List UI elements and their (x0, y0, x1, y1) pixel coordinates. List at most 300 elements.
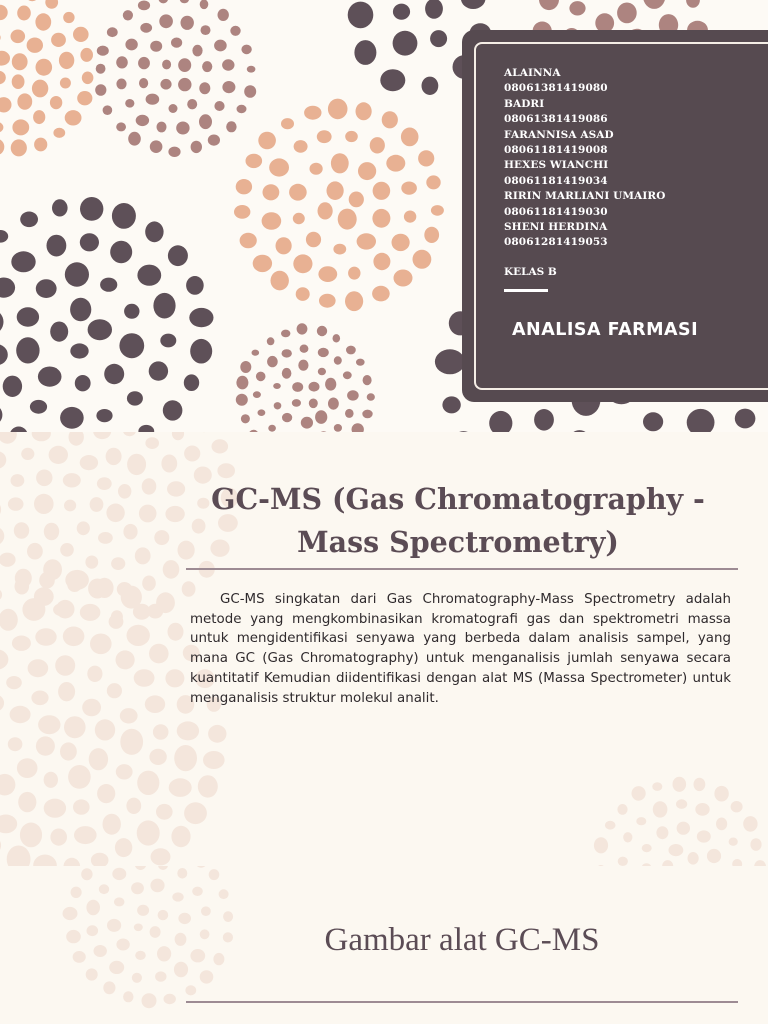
decorative-dot (282, 349, 292, 357)
decorative-dot (12, 53, 28, 70)
decorative-dot (95, 84, 106, 96)
decorative-dot (214, 101, 224, 111)
decorative-dot (263, 184, 280, 200)
member-name: BADRI (504, 97, 545, 110)
decorative-dot (36, 279, 57, 298)
decorative-dot (201, 25, 211, 35)
decorative-dot (345, 291, 363, 311)
decorative-dot (267, 337, 275, 345)
decorative-dot (80, 233, 99, 251)
decorative-dot (253, 391, 261, 398)
decorative-dot (0, 51, 10, 66)
decorative-dot (11, 251, 35, 272)
decorative-dot (735, 409, 756, 429)
decorative-dot (688, 852, 699, 865)
member-name: RIRIN MARLIANI UMAIRO (504, 190, 666, 203)
decorative-dot (34, 494, 54, 514)
decorative-dot (534, 409, 554, 431)
decorative-dot (192, 45, 202, 57)
decorative-dot (14, 522, 29, 539)
decorative-dot (147, 604, 163, 619)
decorative-dot (149, 361, 168, 380)
decorative-dot (73, 27, 89, 42)
decorative-dot (107, 683, 122, 698)
decorative-dot (184, 802, 207, 824)
decorative-dot (90, 634, 112, 655)
content-page (0, 432, 768, 866)
decorative-dot (732, 859, 742, 866)
decorative-dot (262, 212, 282, 230)
decorative-dot (318, 202, 333, 219)
decorative-dot (121, 586, 142, 609)
decorative-dot (636, 817, 646, 825)
decorative-dot (181, 16, 194, 30)
decorative-dot (319, 294, 336, 308)
decorative-dot (346, 346, 356, 355)
decorative-dot (623, 832, 632, 842)
decorative-dot (669, 844, 684, 856)
decorative-dot (110, 241, 132, 263)
decorative-dot (174, 745, 197, 771)
decorative-dot (268, 425, 276, 432)
decorative-dot (643, 412, 663, 431)
decorative-dot (127, 454, 146, 475)
decorative-dot (96, 64, 106, 74)
decorative-dot (163, 560, 180, 579)
decorative-dot (0, 836, 1, 855)
decorative-dot (35, 13, 51, 30)
decorative-dot (0, 609, 18, 631)
decorative-dot (118, 484, 131, 499)
member-name: HEXES WIANCHI (504, 159, 609, 172)
decorative-dot (345, 409, 354, 418)
decorative-dot (82, 72, 94, 85)
decorative-dot (156, 804, 173, 820)
decorative-dot (100, 278, 117, 292)
decorative-dot (21, 448, 34, 460)
decorative-dot (106, 504, 124, 523)
decorative-dot (656, 826, 668, 839)
decorative-dot (99, 884, 109, 894)
decorative-dot (150, 926, 161, 938)
decorative-dot (86, 968, 98, 980)
decorative-dot (357, 233, 376, 249)
decorative-dot (177, 868, 187, 879)
decorative-dot (96, 409, 112, 422)
decorative-dot (36, 736, 55, 755)
decorative-dot (53, 128, 65, 138)
decorative-dot (292, 399, 301, 407)
decorative-dot (642, 844, 652, 852)
decorative-dot (20, 823, 42, 848)
decorative-dot (64, 500, 76, 512)
decorative-dot (27, 543, 43, 560)
member-nim: 08061181419034 (504, 174, 608, 187)
decorative-dot (18, 792, 36, 812)
decorative-dot (218, 9, 229, 21)
decorative-dot (137, 771, 159, 795)
decorative-dot (212, 439, 229, 453)
decorative-dot (69, 432, 84, 446)
decorative-dot (200, 0, 209, 9)
decorative-dot (246, 154, 263, 168)
decorative-dot (114, 897, 125, 906)
decorative-dot (177, 721, 199, 740)
decorative-dot (348, 267, 360, 280)
decorative-dot (116, 764, 133, 779)
decorative-dot (348, 2, 374, 29)
decorative-dot (271, 271, 289, 291)
decorative-dot (116, 650, 135, 669)
decorative-dot (422, 77, 439, 95)
decorative-dot (372, 286, 390, 302)
decorative-dot (107, 27, 118, 37)
decorative-dot (51, 33, 66, 47)
image-section-divider (186, 1001, 738, 1003)
decorative-dot (203, 751, 225, 769)
decorative-dot (149, 644, 169, 664)
decorative-dot (139, 505, 157, 523)
decorative-dot (139, 78, 148, 88)
decorative-dot (269, 158, 289, 176)
decorative-dot (36, 470, 52, 487)
decorative-dot (653, 801, 668, 817)
decorative-dot (0, 97, 12, 112)
decorative-dot (94, 945, 107, 957)
decorative-dot (12, 119, 29, 135)
decorative-dot (149, 749, 166, 765)
decorative-dot (135, 547, 151, 564)
decorative-dot (168, 623, 184, 641)
decorative-dot (123, 524, 137, 540)
decorative-dot (356, 102, 372, 120)
decorative-dot (124, 304, 139, 319)
member-nim: 08061381419086 (504, 113, 608, 126)
decorative-dot (392, 234, 410, 251)
decorative-dot (618, 857, 628, 866)
decorative-dot (325, 378, 336, 391)
decorative-dot (63, 12, 74, 23)
decorative-dot (236, 376, 248, 390)
decorative-dot (281, 118, 294, 129)
decorative-dot (294, 140, 308, 153)
decorative-dot (172, 892, 183, 901)
decorative-dot (164, 994, 176, 1004)
decorative-dot (111, 557, 125, 570)
decorative-dot (162, 60, 171, 70)
decorative-dot (127, 391, 143, 405)
decorative-dot (430, 30, 447, 47)
decorative-dot (35, 628, 56, 646)
decorative-dot (82, 699, 101, 717)
decorative-dot (33, 855, 57, 867)
decorative-dot (217, 463, 235, 478)
decorative-dot (73, 799, 90, 814)
decorative-dot (240, 361, 251, 373)
decorative-dot (373, 253, 390, 270)
decorative-dot (155, 971, 166, 981)
decorative-dot (150, 879, 164, 893)
decorative-dot (282, 413, 292, 422)
decorative-dot (315, 410, 327, 424)
decorative-dot (125, 99, 134, 108)
decorative-dot (192, 887, 203, 896)
decorative-dot (12, 74, 25, 89)
decorative-dot (258, 132, 276, 150)
decorative-dot (98, 532, 113, 544)
decorative-dot (174, 962, 188, 977)
decorative-dot (12, 636, 31, 651)
page-title: GC-MS (Gas Chromatography - Mass Spectrometry) (211, 482, 705, 559)
decorative-dot (697, 830, 711, 842)
decorative-dot (292, 382, 303, 392)
decorative-dot (17, 307, 39, 326)
decorative-dot (198, 775, 218, 797)
decorative-dot (68, 765, 91, 789)
decorative-dot (153, 724, 169, 739)
decorative-dot (60, 543, 74, 557)
decorative-dot (0, 310, 4, 334)
decorative-dot (8, 737, 23, 751)
decorative-dot (112, 868, 126, 880)
decorative-dot (11, 139, 27, 156)
decorative-dot (413, 250, 432, 269)
decorative-dot (0, 553, 16, 567)
decorative-dot (59, 52, 74, 69)
decorative-dot (301, 417, 313, 429)
decorative-dot (362, 410, 372, 419)
cover-page (0, 0, 768, 432)
decorative-dot (200, 970, 214, 983)
decorative-dot (0, 500, 1, 519)
decorative-dot (87, 925, 99, 936)
decorative-dot (185, 985, 196, 995)
decorative-dot (66, 930, 81, 943)
decorative-dot (184, 446, 200, 462)
decorative-dot (136, 115, 149, 126)
decorative-dot (3, 376, 22, 397)
decorative-dot (401, 127, 419, 146)
decorative-dot (163, 400, 183, 420)
decorative-dot (178, 78, 191, 91)
decorative-dot (47, 235, 67, 257)
decorative-dot (643, 0, 665, 9)
decorative-dot (17, 758, 38, 778)
decorative-dot (81, 868, 92, 880)
decorative-dot (569, 1, 585, 15)
decorative-dot (128, 132, 141, 146)
decorative-dot (95, 578, 113, 598)
decorative-dot (123, 432, 136, 436)
decorative-dot (60, 742, 77, 760)
decorative-dot (17, 93, 32, 109)
decorative-dot (150, 140, 163, 153)
decorative-dot (20, 212, 38, 228)
decorative-dot (104, 364, 124, 384)
decorative-dot (45, 0, 58, 9)
decorative-dot (74, 826, 97, 844)
member-name: SHENI HERDINA (504, 221, 608, 234)
decorative-dot (171, 826, 190, 847)
decorative-dot (356, 359, 365, 366)
decorative-dot (282, 368, 292, 379)
decorative-dot (677, 822, 690, 835)
decorative-dot (58, 682, 75, 701)
decorative-dot (328, 398, 339, 410)
decorative-dot (380, 69, 405, 91)
decorative-dot (64, 716, 86, 738)
decorative-dot (258, 409, 266, 416)
decorative-dot (0, 139, 4, 155)
decorative-dot (80, 455, 98, 470)
decorative-dot (293, 213, 305, 224)
decorative-dot (142, 576, 156, 591)
decorative-dot (145, 221, 163, 242)
decorative-dot (16, 337, 39, 363)
decorative-dot (131, 882, 144, 894)
decorative-dot (115, 838, 132, 857)
decorative-dot (27, 38, 43, 53)
decorative-dot (138, 1, 150, 11)
decorative-dot (71, 887, 82, 898)
decorative-dot (191, 141, 202, 153)
decorative-dot (44, 772, 58, 788)
decorative-dot (731, 801, 743, 812)
decorative-dot (132, 973, 142, 983)
decorative-dot (241, 414, 250, 423)
decorative-dot (431, 205, 444, 216)
decorative-dot (393, 31, 418, 56)
decorative-dot (461, 0, 486, 9)
decorative-dot (160, 79, 171, 90)
decorative-dot (26, 0, 39, 1)
decorative-dot (401, 182, 417, 195)
decorative-dot (52, 199, 68, 216)
decorative-dot (95, 719, 115, 740)
decorative-dot (60, 407, 84, 429)
decorative-dot (116, 79, 126, 90)
decorative-dot (30, 400, 47, 414)
decorative-dot (157, 122, 167, 133)
decorative-dot (50, 96, 62, 109)
decorative-dot (160, 334, 176, 348)
decorative-dot (64, 858, 81, 866)
decorative-dot (145, 695, 165, 713)
decorative-dot (686, 0, 700, 8)
decorative-dot (97, 784, 115, 803)
decorative-dot (77, 91, 92, 105)
decorative-dot (676, 799, 687, 809)
decorative-dot (424, 227, 439, 243)
decorative-dot (304, 106, 321, 120)
decorative-dot (333, 334, 341, 342)
decorative-dot (0, 71, 6, 85)
decorative-dot (142, 993, 157, 1008)
decorative-dot (0, 649, 8, 669)
decorative-dot (125, 39, 137, 51)
decorative-dot (106, 448, 122, 465)
decorative-dot (184, 374, 199, 391)
class-underline (504, 289, 548, 292)
decorative-dot (632, 786, 646, 801)
decorative-dot (334, 356, 342, 364)
decorative-dot (153, 293, 175, 319)
decorative-dot (195, 866, 207, 868)
member-name: ALAINNA (504, 67, 561, 79)
decorative-dot (236, 394, 248, 406)
decorative-dot (116, 939, 129, 951)
decorative-dot (187, 99, 197, 109)
decorative-dot (0, 451, 6, 469)
decorative-dot (352, 423, 364, 432)
decorative-dot (347, 390, 359, 400)
decorative-dot (168, 245, 188, 266)
decorative-dot (241, 45, 251, 55)
decorative-dot (219, 889, 229, 899)
decorative-dot (123, 991, 133, 1002)
decorative-dot (77, 521, 90, 535)
decorative-dot (44, 799, 66, 818)
decorative-dot (10, 706, 31, 723)
decorative-dot (716, 818, 727, 831)
decorative-dot (363, 375, 372, 385)
decorative-dot (240, 233, 257, 248)
decorative-dot (158, 866, 168, 870)
decorative-dot (244, 85, 256, 98)
decorative-dot (151, 848, 171, 865)
decorative-dot (318, 266, 337, 282)
decorative-dot (142, 478, 157, 494)
decorative-dot (0, 694, 4, 712)
decorative-dot (382, 111, 398, 128)
decorative-dot (0, 32, 1, 43)
image-section-title: Gambar alat GC-MS (324, 922, 600, 958)
decorative-dot (0, 588, 2, 602)
decorative-dot (199, 114, 212, 129)
decorative-dot (169, 104, 178, 113)
decorative-dot (97, 46, 109, 56)
decorative-dot (91, 853, 109, 866)
decorative-dot (208, 135, 220, 146)
image-page (0, 866, 768, 1024)
decorative-dot (44, 523, 59, 541)
decorative-dot (236, 179, 252, 194)
decorative-dot (80, 604, 101, 621)
decorative-dot (442, 396, 460, 413)
decorative-dot (73, 951, 86, 963)
decorative-dot (297, 323, 308, 334)
decorative-dot (126, 798, 141, 814)
decorative-dot (161, 455, 177, 473)
decorative-dot (159, 0, 169, 3)
decorative-dot (343, 371, 352, 379)
decorative-dot (208, 725, 226, 743)
decorative-dot (65, 570, 89, 590)
decorative-dot (53, 604, 68, 616)
decorative-dot (178, 58, 191, 72)
decorative-dot (317, 130, 332, 143)
decorative-dot (300, 345, 309, 353)
decorative-dot (10, 30, 25, 44)
member-nim: 08061181419008 (504, 144, 608, 157)
decorative-dot (281, 330, 290, 338)
decorative-dot (372, 209, 390, 228)
decorative-dot (6, 676, 22, 689)
decorative-dot (358, 162, 376, 180)
decorative-dot (158, 910, 169, 920)
decorative-dot (306, 232, 321, 248)
decorative-dot (223, 911, 233, 922)
